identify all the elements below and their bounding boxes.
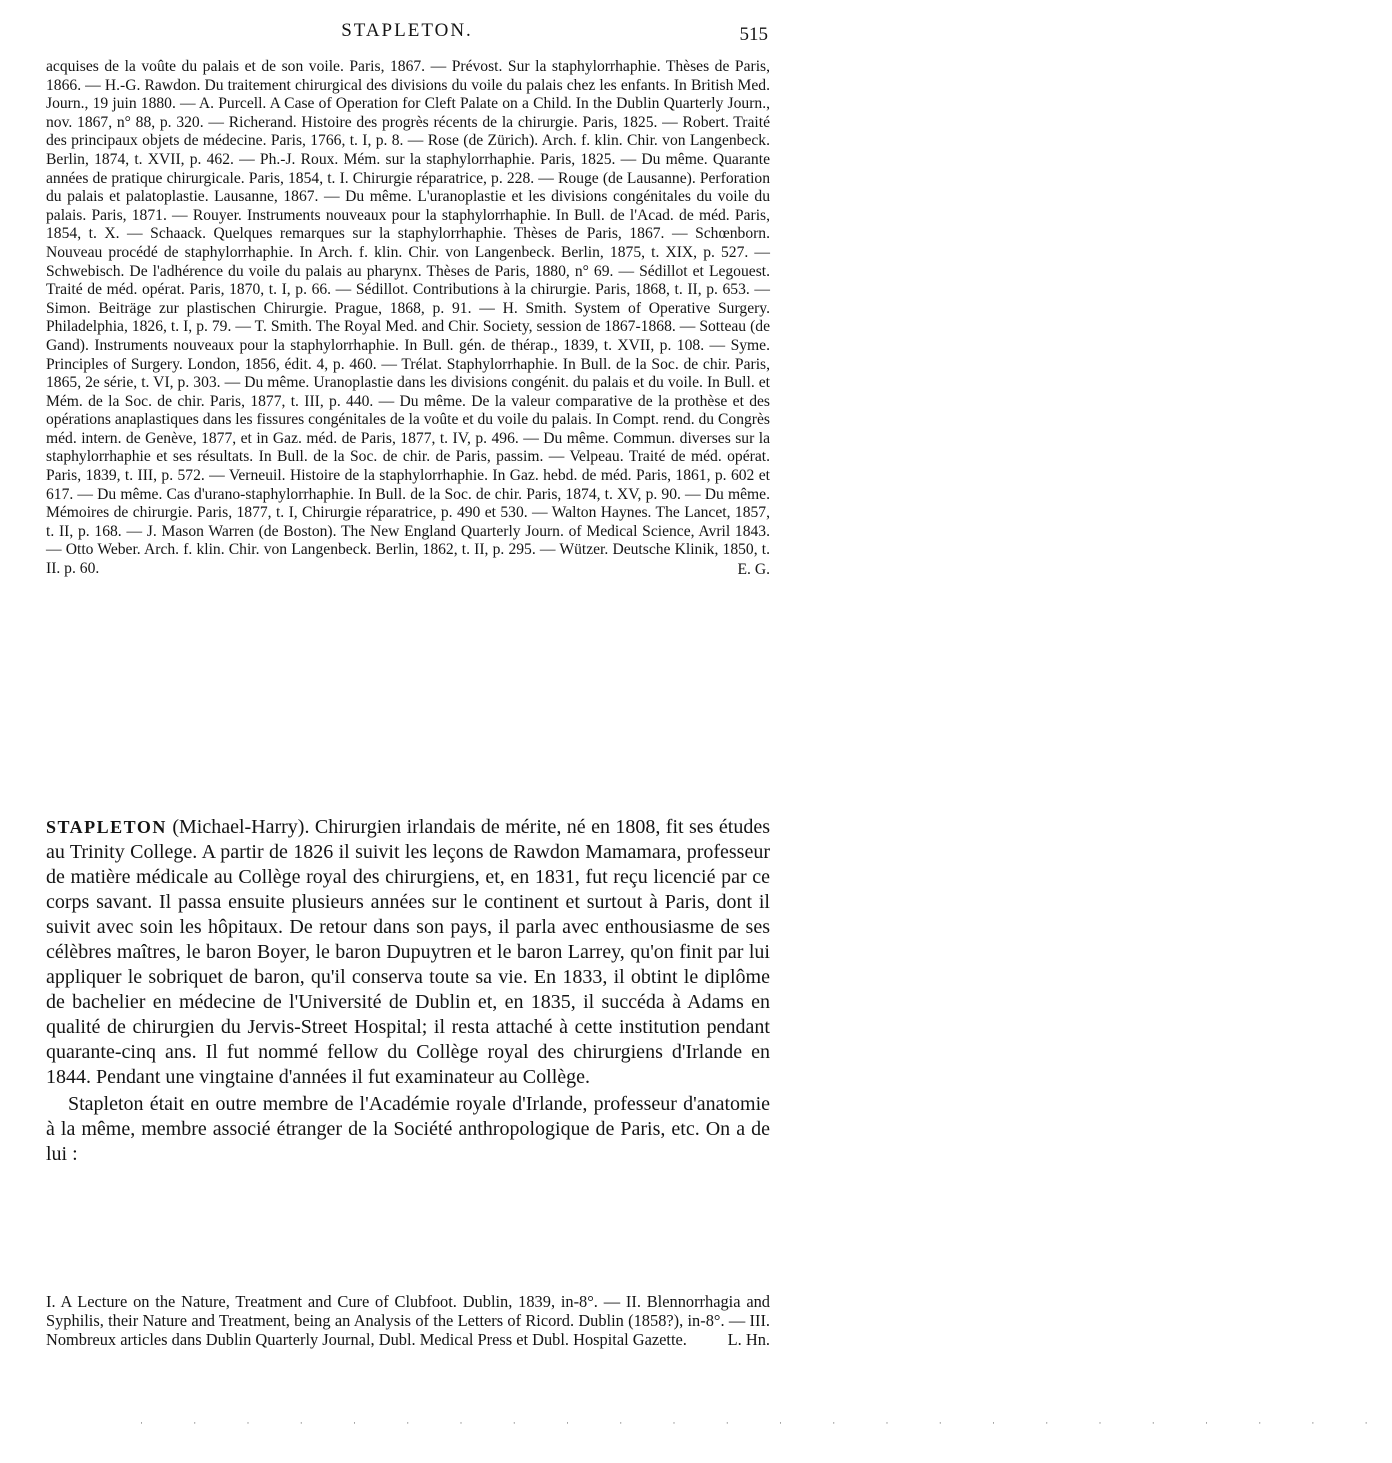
headword: STAPLETON [46, 817, 167, 837]
biography-article [46, 815, 770, 1167]
works-list [46, 1292, 770, 1349]
bibliography-signature: E. G. [737, 560, 770, 578]
works-text: I. A Lecture on the Nature, Treatment and Cure of Clubfoot. Dublin, 1839, in-8°. — II. Blennorrhagia and Syphilis, their Nature and Treatment, being an Analysis of the Letters of Ricord. Dublin (1858?), in-8°. — III. Nombreux articles dans Dublin Quarterly Journal, Dubl. Medical Press et Dubl. Hospital Gazette. [46, 1292, 770, 1349]
biography-paragraph-2: Stapleton était en outre membre de l'Académie royale d'Irlande, professeur d'anatomie à la même, membre associé étranger de la Société anthropologique de Paris, etc. On a de lui : [46, 1093, 770, 1165]
biography-paragraph-1-text: (Michael-Harry). Chirurgien irlandais de mérite, né en 1808, fit ses études au Trinity College. A partir de 1826 il suivit les leçons de Rawdon Mamamara, professeur de matière médicale au Collège royal des chirurgiens, et, en 1831, fut reçu licencié par ce corps savant. Il passa ensuite plusieurs années sur le continent et surtout à Paris, dont il suivit avec soin les hôpitaux. De retour dans son pays, il parla avec enthousiasme de ses célèbres maîtres, le baron Boyer, le baron Dupuytren et le baron Larrey, qu'on finit par lui appliquer le sobriquet de baron, qu'il conserva toute sa vie. En 1833, il obtint le diplôme de bachelier en médecine de l'Université de Dublin et, en 1835, il succéda à Adams en qualité de chirurgien du Jervis-Street Hospital; il resta attaché à cette institution pendant quarante-cinq ans. Il fut nommé fellow du Collège royal des chirurgiens d'Irlande en 1844. Pendant une vingtaine d'années il fut examinateur au Collège. [46, 816, 770, 1088]
works-signature: L. Hn. [727, 1330, 770, 1349]
footer-ornament: · · · · · · · · · · · · · · · · · · · · · · · · [140, 1418, 1392, 1428]
bibliography-text: acquises de la voûte du palais et de son voile. Paris, 1867. — Prévost. Sur la staphylorrhaphie. Thèses de Paris, 1866. — H.-G. Rawdon. Du traitement chirurgical des divisions du voile du palais chez les enfants. In British Med. Journ., 19 juin 1880. — A. Purcell. A Case of Operation for Cleft Palate on a Child. In the Dublin Quarterly Journ., nov. 1867, n° 88, p. 320. — Richerand. Histoire des progrès récents de la chirurgie. Paris, 1825. — Robert. Traité des principaux objets de médecine. Paris, 1766, t. I, p. 8. — Rose (de Zürich). Arch. f. klin. Chir. von Langenbeck. Berlin, 1874, t. XVII, p. 462. — Ph.-J. Roux. Mém. sur la staphylorrhaphie. Paris, 1825. — Du même. Quarante années de pratique chirurgicale. Paris, 1854, t. I. Chirurgie réparatrice, p. 228. — Rouge (de Lausanne). Perforation du palais et palatoplastie. Lausanne, 1867. — Du même. L'uranoplastie et les divisions congénitales du voile du palais. Paris, 1871. — Rouyer. Instruments nouveaux pour la staphylorrhaphie. In Bull. de l'Acad. de méd. Paris, 1854, t. X. — Schaack. Quelques remarques sur la staphylorrhaphie. Thèses de Paris, 1867. — Schœnborn. Nouveau procédé de staphylorrhaphie. In Arch. f. klin. Chir. von Langenbeck. Berlin, 1875, t. XIX, p. 527. — Schwebisch. De l'adhérence du voile du palais au pharynx. Thèses de Paris, 1880, n° 69. — Sédillot et Legouest. Traité de méd. opérat. Paris, 1870, t. I, p. 66. — Sédillot. Contributions à la chirurgie. Paris, 1868, t. II, p. 653. — Simon. Beiträge zur plastischen Chirurgie. Prague, 1868, p. 91. — H. Smith. System of Operative Surgery. Philadelphia, 1826, t. I, p. 79. — T. Smith. The Royal Med. and Chir. Society, session de 1867-1868. — Sotteau (de Gand). Instruments nouveaux pour la staphylorrhaphie. In Bull. gén. de thérap., 1839, t. XVII, p. 108. — Syme. Principles of Surgery. London, 1856, édit. 4, p. 460. — Trélat. Staphylorrhaphie. In Bull. de la Soc. de chir. Paris, 1865, 2e série, t. VI, p. 303. — Du même. Uranoplastie dans les divisions congénit. du palais et du voile. In Bull. et Mém. de la Soc. de chir. Paris, 1877, t. III, p. 440. — Du même. De la valeur comparative de la prothèse et des opérations anaplastiques dans les fissures congénitales de la voûte et du voile du palais. In Compt. rend. du Congrès méd. intern. de Genève, 1877, et in Gaz. méd. de Paris, 1877, t. IV, p. 496. — Du même. Commun. diverses sur la staphylorrhaphie et ses résultats. In Bull. de la Soc. de chir. de Paris, passim. — Velpeau. Traité de méd. opérat. Paris, 1839, t. III, p. 572. — Verneuil. Histoire de la staphylorrhaphie. In Gaz. hebd. de méd. Paris, 1861, p. 602 et 617. — Du même. Cas d'urano-staphylorrhaphie. In Bull. de la Soc. de chir. Paris, 1874, t. XV, p. 90. — Du même. Mémoires de chirurgie. Paris, 1877, t. I, Chirurgie réparatrice, p. 490 et 530. — Walton Haynes. The Lancet, 1857, t. II, p. 168. — J. Mason Warren (de Boston). The New England Quarterly Journ. of Medical Science, Avril 1843. — Otto Weber. Arch. f. klin. Chir. von Langenbeck. Berlin, 1862, t. II, p. 295. — Wützer. Deutsche Klinik, 1850, t. II. p. 60. [46, 58, 770, 578]
bibliography-block [46, 58, 770, 579]
running-head [46, 14, 768, 44]
running-title: STAPLETON. [341, 20, 473, 41]
page-number: 515 [739, 24, 768, 45]
biography-paragraph-1 [46, 815, 770, 1090]
